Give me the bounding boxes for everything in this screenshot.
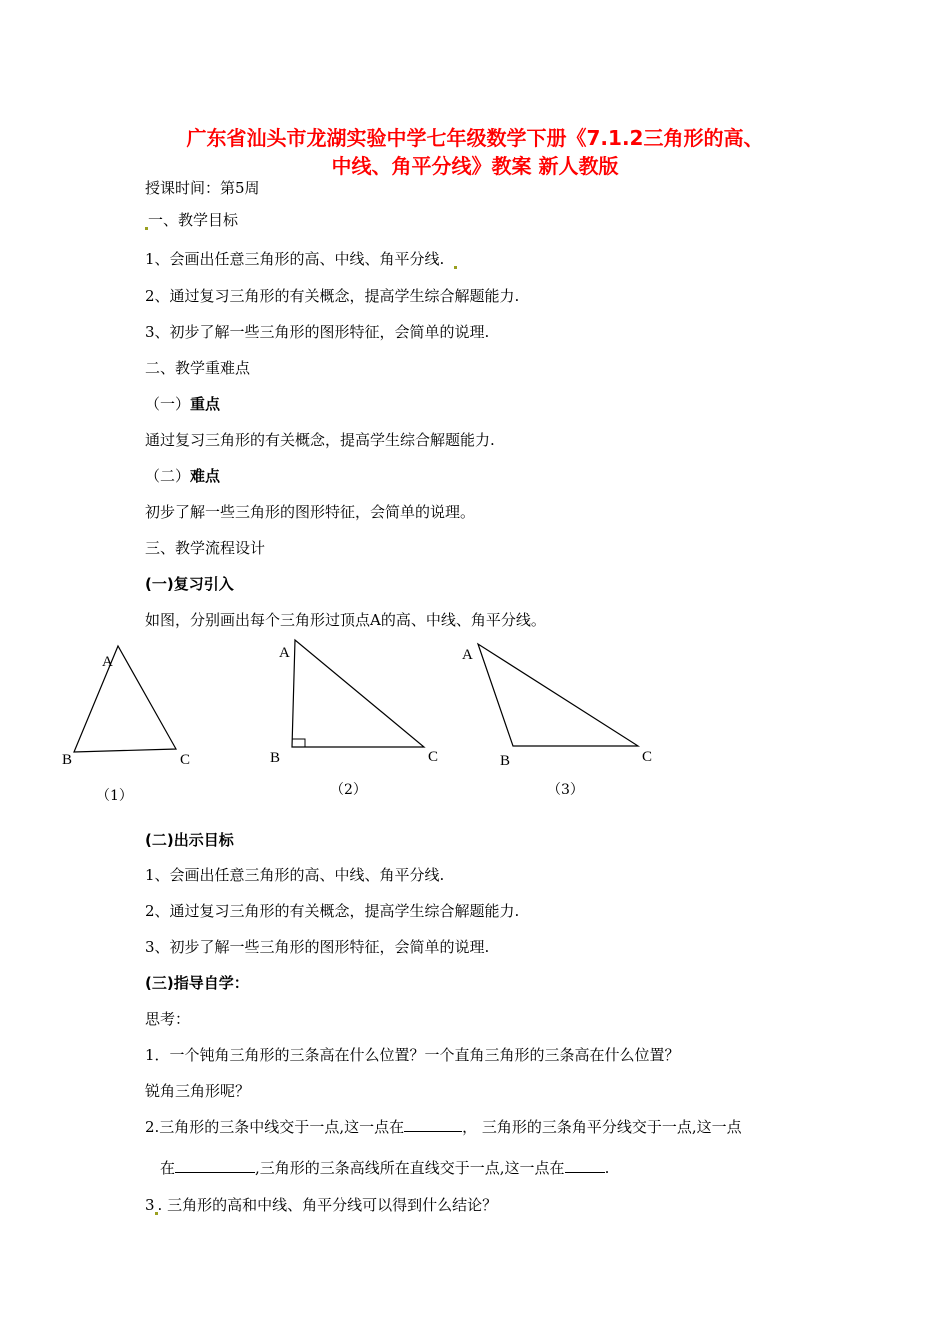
triangle-1-label-a: A [102, 654, 113, 670]
section1-item-1: 1、会画出任意三角形的高、中线、角平分线. [145, 249, 457, 269]
figure-1-caption: （1） [96, 788, 133, 804]
section3-part2-heading: (二)出示目标 [145, 831, 234, 849]
question-2-line1: 2.三角形的三条中线交于一点,这一点在 ， 三角形的三条角平分线交于一点,这一点 [145, 1118, 742, 1136]
section2-sub1: （一）重点 [145, 395, 221, 413]
triangle-2-label-a: A [279, 645, 290, 661]
section3-part2-item-1: 1、会画出任意三角形的高、中线、角平分线. [145, 866, 445, 884]
section3-heading: 三、教学流程设计 [145, 539, 266, 557]
fill-blank [565, 1158, 605, 1173]
section1-item-2: 2、通过复习三角形的有关概念，提高学生综合解题能力. [145, 287, 520, 305]
question-3: 3 . 三角形的高和中线、角平分线可以得到什么结论？ [145, 1196, 498, 1214]
lesson-time: 授课时间：第5周 [145, 179, 260, 197]
section1-heading: 一、教学目标 [145, 210, 238, 230]
section2-sub2: （二）难点 [145, 467, 221, 485]
triangle-3-label-b: B [500, 753, 511, 769]
triangle-2-label-c: C [428, 749, 439, 765]
fill-blank [175, 1158, 255, 1173]
section2-sub1-text: 通过复习三角形的有关概念，提高学生综合解题能力. [145, 431, 495, 449]
figure-2-caption: （2） [330, 782, 367, 798]
fill-blank [404, 1117, 462, 1132]
document-title-line2: 中线、角平分线》教案 新人教版 [331, 154, 619, 178]
section3-part2-item-3: 3、初步了解一些三角形的图形特征，会简单的说理. [145, 938, 490, 956]
section3-part1-text: 如图，分别画出每个三角形过顶点A的高、中线、角平分线。 [145, 611, 546, 629]
triangle-1-label-b: B [62, 752, 73, 768]
question-1-line1: 1．一个钝角三角形的三条高在什么位置？一个直角三角形的三条高在什么位置？ [145, 1046, 680, 1064]
think-label: 思考： [145, 1010, 191, 1028]
section3-part1-heading: (一)复习引入 [145, 575, 234, 593]
section2-heading: 二、教学重难点 [145, 359, 251, 377]
section3-part3-heading: (三)指导自学： [145, 974, 249, 992]
question-2-line2: 在 ,三角形的三条高线所在直线交于一点,这一点在 . [160, 1159, 610, 1177]
section1-item-3: 3、初步了解一些三角形的图形特征，会简单的说理. [145, 323, 490, 341]
triangle-3-label-c: C [642, 749, 653, 765]
triangle-3-label-a: A [462, 647, 473, 663]
question-1-line2: 锐角三角形呢？ [145, 1082, 251, 1100]
section3-part2-item-2: 2、通过复习三角形的有关概念，提高学生综合解题能力. [145, 902, 520, 920]
triangle-1-label-c: C [180, 752, 191, 768]
document-title-line1: 广东省汕头市龙湖实验中学七年级数学下册《7.1.2三角形的高、 [186, 126, 764, 150]
figure-3-caption: （3） [547, 782, 584, 798]
triangle-2-label-b: B [270, 750, 281, 766]
section2-sub2-text: 初步了解一些三角形的图形特征，会简单的说理。 [145, 503, 476, 521]
